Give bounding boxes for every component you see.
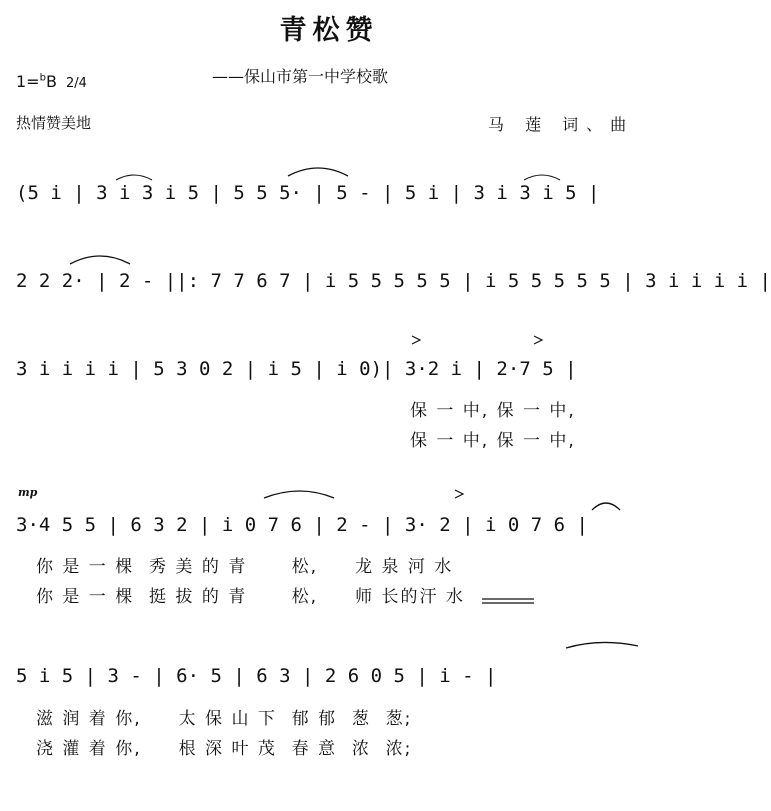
key-prefix: 1=	[16, 72, 40, 91]
lyric-row3-verse1: 保 一 中, 保 一 中,	[410, 401, 576, 421]
flat-sign: b	[39, 72, 46, 84]
accent-mark	[412, 336, 420, 344]
author-credit: 马 莲 词、曲	[488, 115, 635, 134]
song-title: 青松赞	[279, 15, 379, 46]
accent-mark	[534, 336, 542, 344]
triplet-mark	[524, 175, 560, 180]
tempo-marking: 热情赞美地	[16, 114, 92, 132]
score-row-3: 3 i i i i | 5 3 0 2 | i 5 | i 0)| 3·2 i | 2·7 5 |	[16, 358, 577, 380]
lyric-row3-verse2: 保 一 中, 保 一 中,	[410, 431, 576, 451]
score-row-4: 3·4 5 5 | 6 3 2 | i 0 7 6 | 2 - | 3· 2 | i 0 7 6 |	[16, 514, 588, 536]
key-note: B	[45, 72, 57, 91]
score-row-5: 5 i 5 | 3 - | 6· 5 | 6 3 | 2 6 0 5 | i - |	[16, 665, 497, 687]
time-signature: 2/4	[66, 76, 87, 91]
lyric-row4-verse2: 你 是 一 棵 挺 拔 的 青 松, 师 长的汗 水	[36, 587, 465, 607]
lyric-row5-verse2: 浇 灌 着 你, 根 深 叶 茂 春 意 浓 浓;	[36, 739, 413, 759]
slur-mark	[70, 256, 130, 264]
lyric-row5-verse1: 滋 润 着 你, 太 保 山 下 郁 郁 葱 葱;	[36, 709, 413, 729]
lyric-row4-verse1: 你 是 一 棵 秀 美 的 青 松, 龙 泉 河 水	[36, 557, 454, 577]
slur-mark	[566, 642, 638, 648]
triplet-mark	[116, 175, 152, 180]
slur-mark	[288, 168, 348, 176]
score-row-1: (5 i | 3 i 3 i 5 | 5 5 5· | 5 - | 5 i | 3 i 3 i 5 |	[16, 182, 600, 204]
accent-mark	[455, 490, 463, 498]
dynamic-marking: mp	[18, 486, 38, 499]
score-row-2: 2 2 2· | 2 - ||: 7 7 6 7 | i 5 5 5 5 5 | i 5 5 5 5 5 | 3 i i i i |	[16, 270, 771, 292]
song-subtitle: ——保山市第一中学校歌	[212, 67, 389, 86]
slur-mark	[592, 503, 620, 510]
slur-mark	[264, 491, 334, 498]
